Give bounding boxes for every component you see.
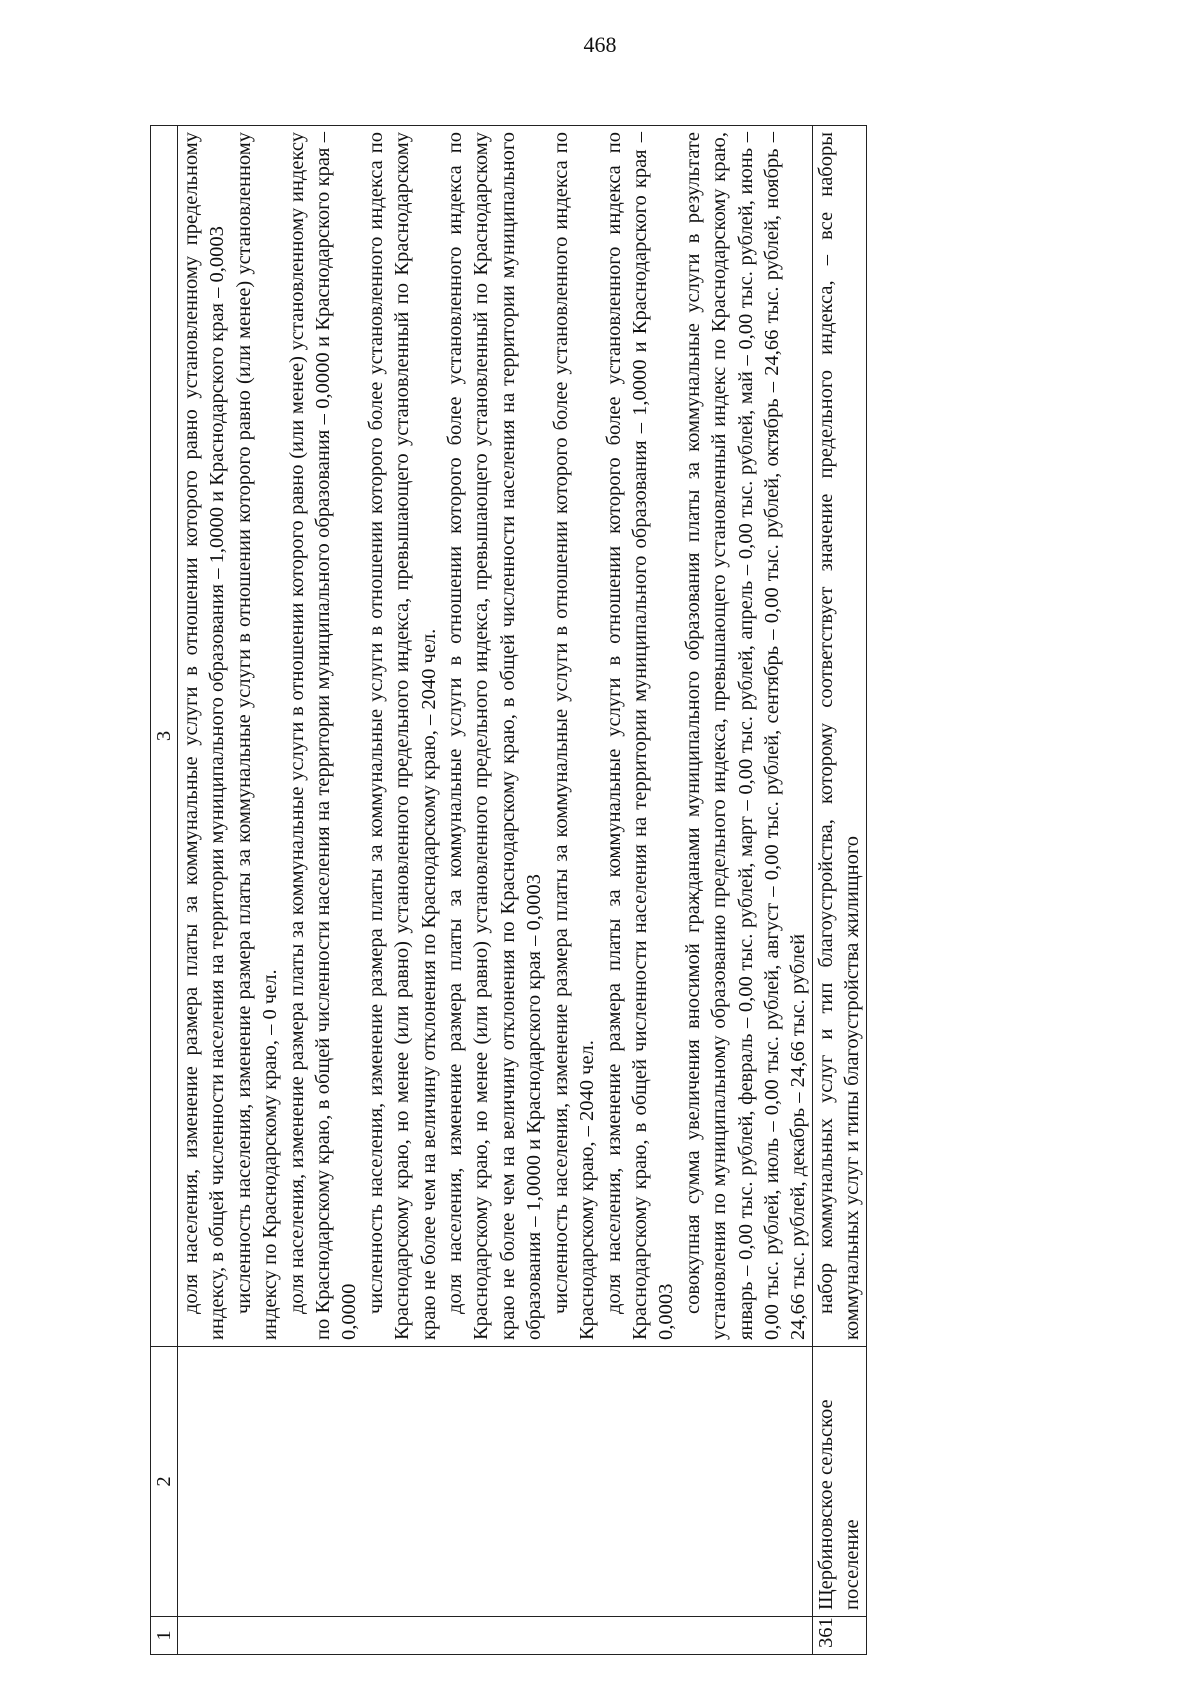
settlement-name-cell xyxy=(178,1347,813,1617)
header-cell-2: 2 xyxy=(151,1347,178,1617)
data-table xyxy=(150,125,867,1655)
paragraph: численность населения, изменение размера платы за коммунальные услуги в отношении которого более установленного индекса по Краснодарскому краю, но менее (или равно) установленного предельного индекса, превышающего установленный по Краснодарскому краю не более чем на величину отклонения по Краснодарскому краю, – 2040 чел. xyxy=(364,132,440,1340)
page-number: 468 xyxy=(583,32,617,57)
description-cell xyxy=(178,126,813,1347)
paragraph: доля населения, изменение размера платы за коммунальные услуги в отношении которого более установленного индекса по Краснодарскому краю, в общей численности населения на территории муниципального образования – 1,0000 и Краснодарского края – 0,0003 xyxy=(602,132,678,1340)
rotated-table-container xyxy=(150,125,1090,1655)
description-cell xyxy=(812,126,866,1347)
settlement-name-cell: Щербиновское сельское поселение xyxy=(812,1347,866,1617)
paragraph: совокупная сумма увеличения вносимой гражданами муниципального образования платы за коммунальные услуги в результате установления по муниципальному образованию предельного индекса, превышающего установленный индекс по Краснодарскому краю, январь – 0,00 тыс. рублей, февраль – 0,00 тыс. рублей, март – 0,00 тыс. рублей, апрель – 0,00 тыс. рублей, май – 0,00 тыс. рублей, июнь – 0,00 тыс. рублей, июль – 0,00 тыс. рублей, август – 0,00 тыс. рублей, сентябрь – 0,00 тыс. рублей, октябрь – 24,66 тыс. рублей, ноябрь – 24,66 тыс. рублей, декабрь – 24,66 тыс. рублей xyxy=(681,132,810,1340)
table-row xyxy=(812,126,866,1655)
row-number-cell: 361 xyxy=(812,1617,866,1655)
table-row xyxy=(178,126,813,1655)
header-cell-3: 3 xyxy=(151,126,178,1347)
paragraph: доля населения, изменение размера платы за коммунальные услуги в отношении которого равно (или менее) установленному индексу по Краснодарскому краю, в общей численности населения на территории муниципального образования – 0,0000 и Краснодарского края – 0,0000 xyxy=(285,132,361,1340)
table-header-row xyxy=(151,126,178,1655)
paragraph: доля населения, изменение размера платы за коммунальные услуги в отношении которого более установленного индекса по Краснодарскому краю, но менее (или равно) установленного предельного индекса, превышающего установленный по Краснодарскому краю не более чем на величину отклонения по Краснодарскому краю, в общей численности населения на территории муниципального образования – 1,0000 и Краснодарского края – 0,0003 xyxy=(444,132,546,1340)
paragraph: численность населения, изменение размера платы за коммунальные услуги в отношении которого более установленного индекса по Краснодарскому краю, – 2040 чел. xyxy=(549,132,599,1340)
header-cell-1: 1 xyxy=(151,1617,178,1655)
paragraph: набор коммунальных услуг и тип благоустройства, которому соответствует значение предельного индекса, – все наборы коммунальных услуг и типы благоустройства жилищного xyxy=(814,132,864,1340)
paragraph: доля населения, изменение размера платы за коммунальные услуги в отношении которого равно установленному предельному индексу, в общей численности населения на территории муниципального образования – 1,0000 и Краснодарского края – 0,0003 xyxy=(180,132,229,1340)
row-number-cell xyxy=(178,1617,813,1655)
paragraph: численность населения, изменение размера платы за коммунальные услуги в отношении которого равно (или менее) установленному индексу по Краснодарскому краю, – 0 чел. xyxy=(232,132,282,1340)
